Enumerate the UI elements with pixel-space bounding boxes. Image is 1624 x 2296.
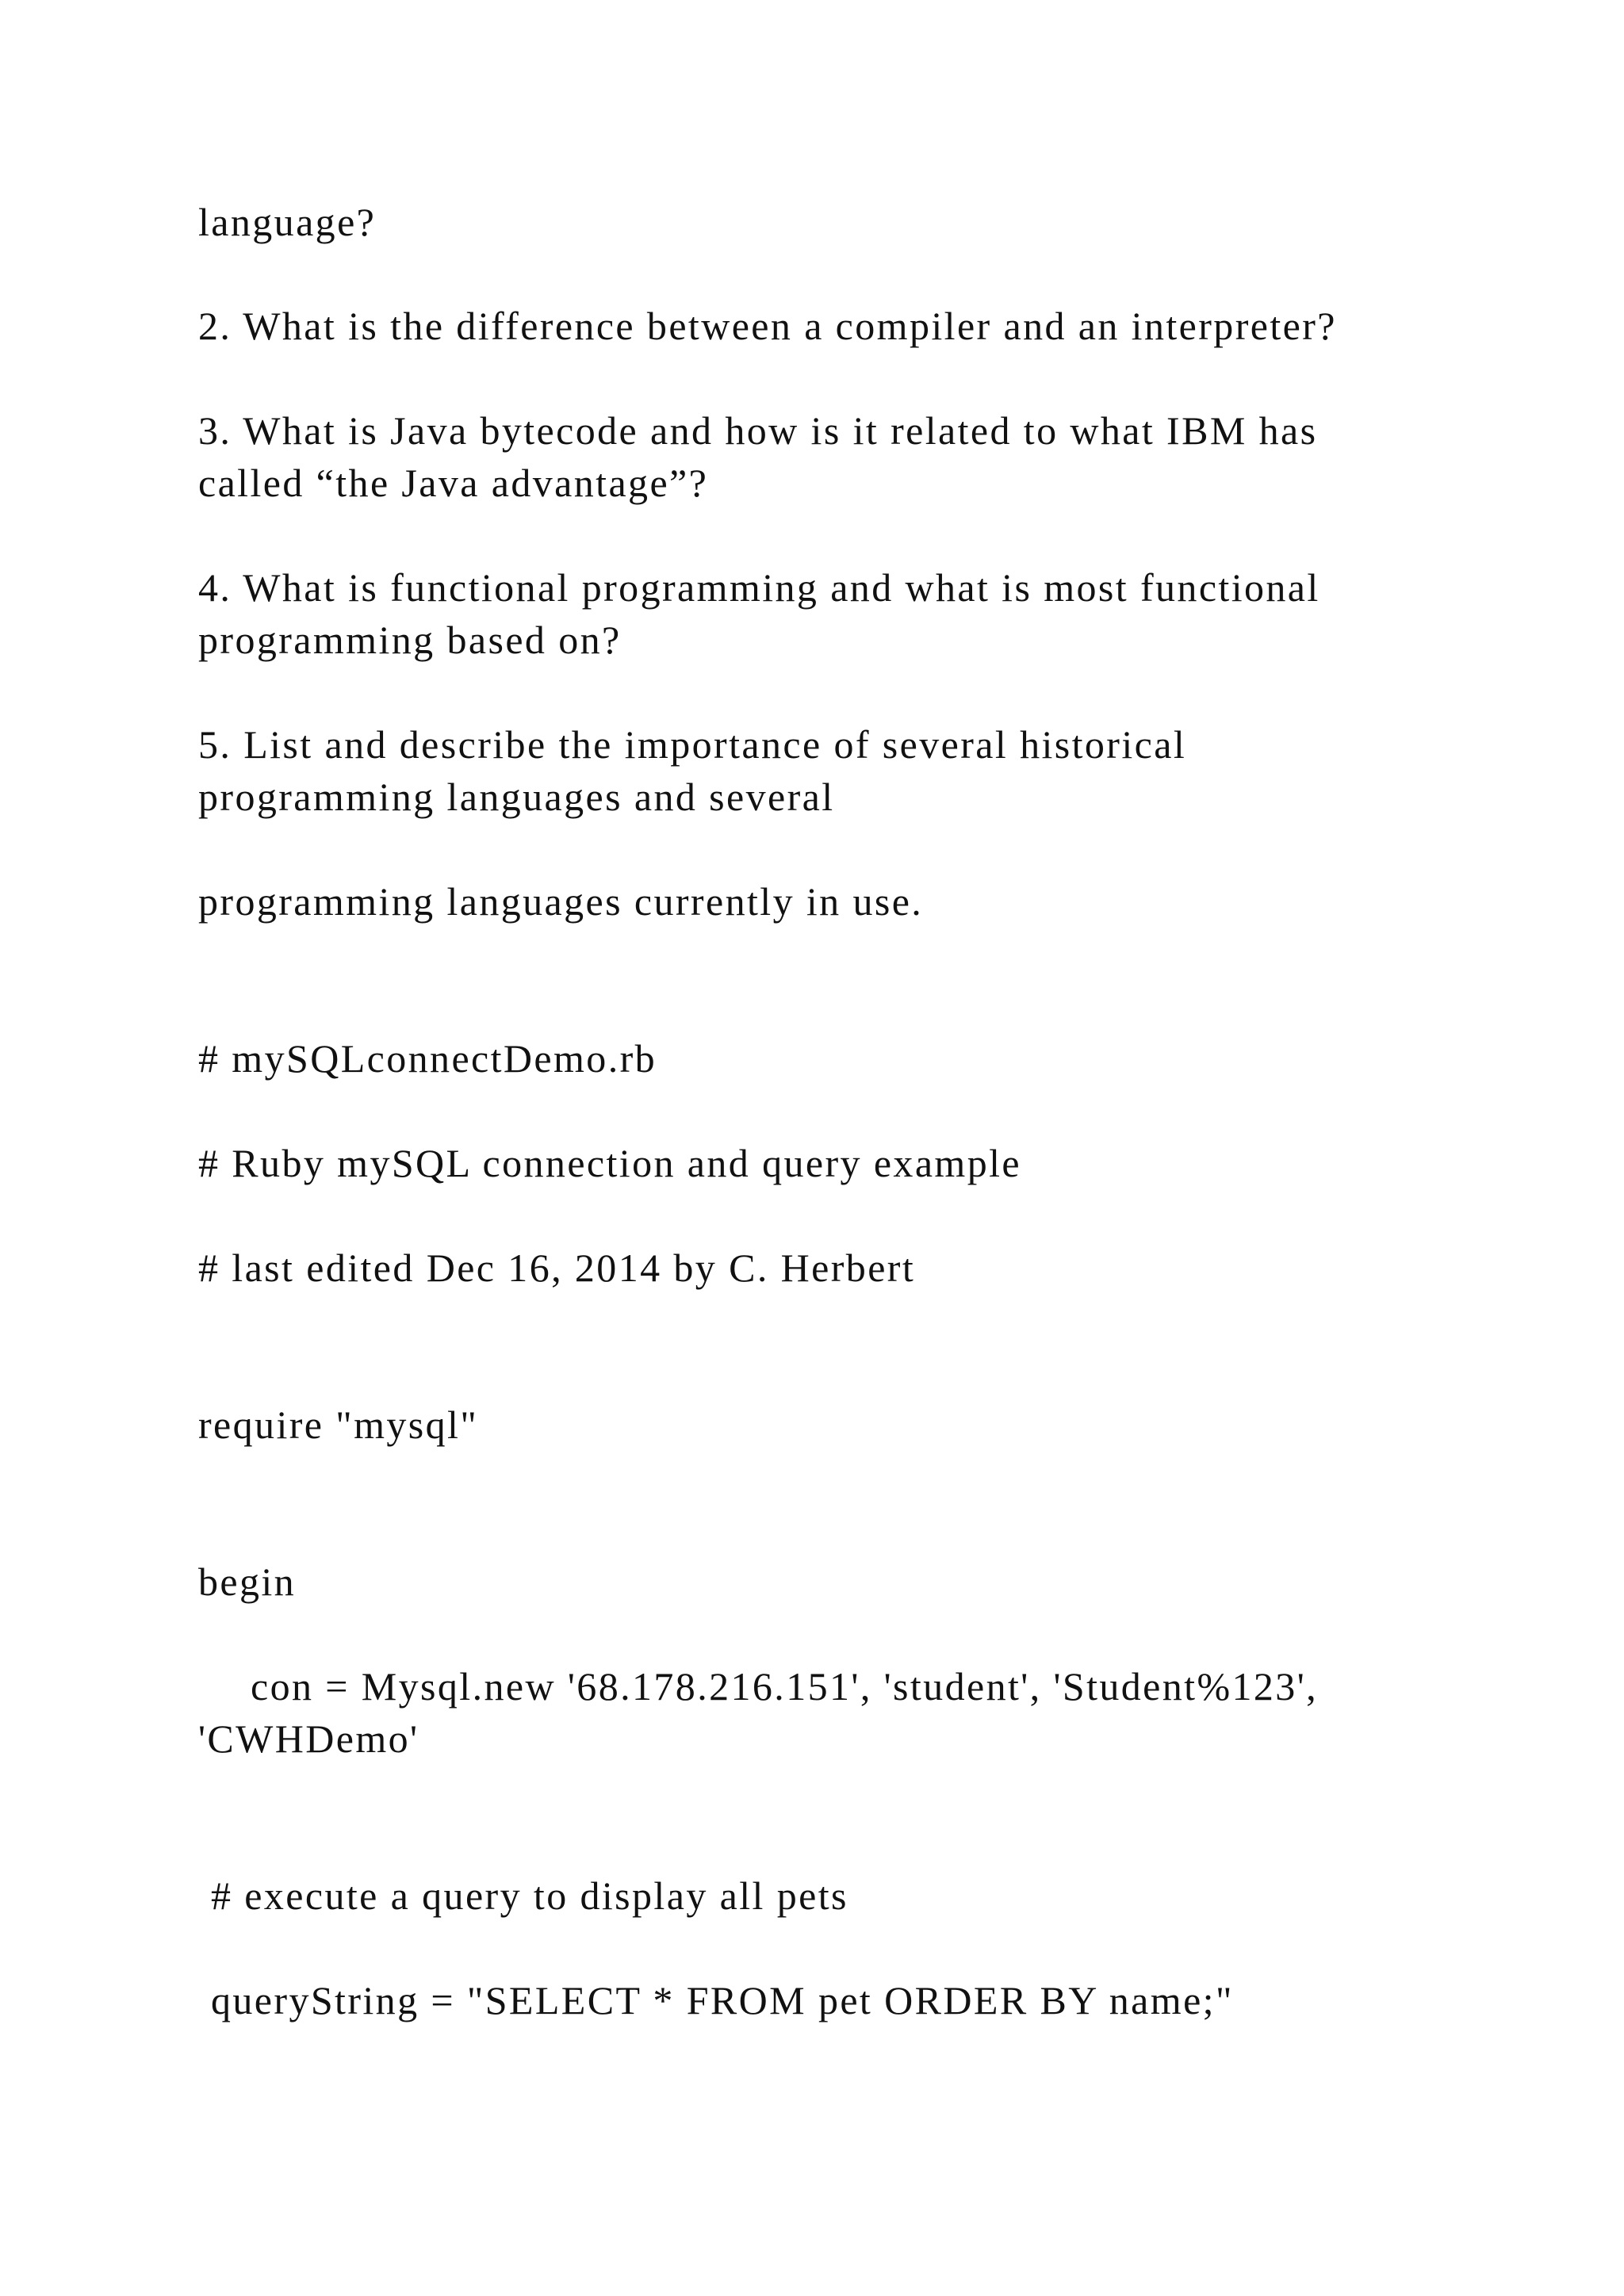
code-comment-filename: # mySQLconnectDemo.rb	[198, 1036, 657, 1081]
code-comment-query: # execute a query to display all pets	[211, 1873, 848, 1918]
code-query-string: queryString = "SELECT * FROM pet ORDER BY name;"	[211, 1978, 1234, 2022]
question-4-line-1: 4. What is functional programming and what is most functional	[198, 565, 1320, 610]
code-comment-edited: # last edited Dec 16, 2014 by C. Herbert	[198, 1246, 916, 1290]
question-5-line-1: 5. List and describe the importance of several historical	[198, 722, 1187, 767]
text-line: language?	[198, 200, 377, 244]
question-3-line-1: 3. What is Java bytecode and how is it related to what IBM has	[198, 408, 1318, 453]
code-connection-line-1: con = Mysql.new '68.178.216.151', 'student', 'Student%123',	[251, 1664, 1319, 1709]
question-5-line-2: programming languages and several	[198, 775, 835, 819]
code-connection-line-2: 'CWHDemo'	[198, 1716, 419, 1761]
question-5-line-3: programming languages currently in use.	[198, 879, 924, 924]
question-2: 2. What is the difference between a compiler and an interpreter?	[198, 304, 1337, 348]
code-require: require "mysql"	[198, 1402, 479, 1447]
code-comment-description: # Ruby mySQL connection and query example	[198, 1141, 1021, 1185]
question-4-line-2: programming based on?	[198, 618, 622, 662]
question-3-line-2: called “the Java advantage”?	[198, 461, 709, 505]
code-begin: begin	[198, 1559, 297, 1604]
